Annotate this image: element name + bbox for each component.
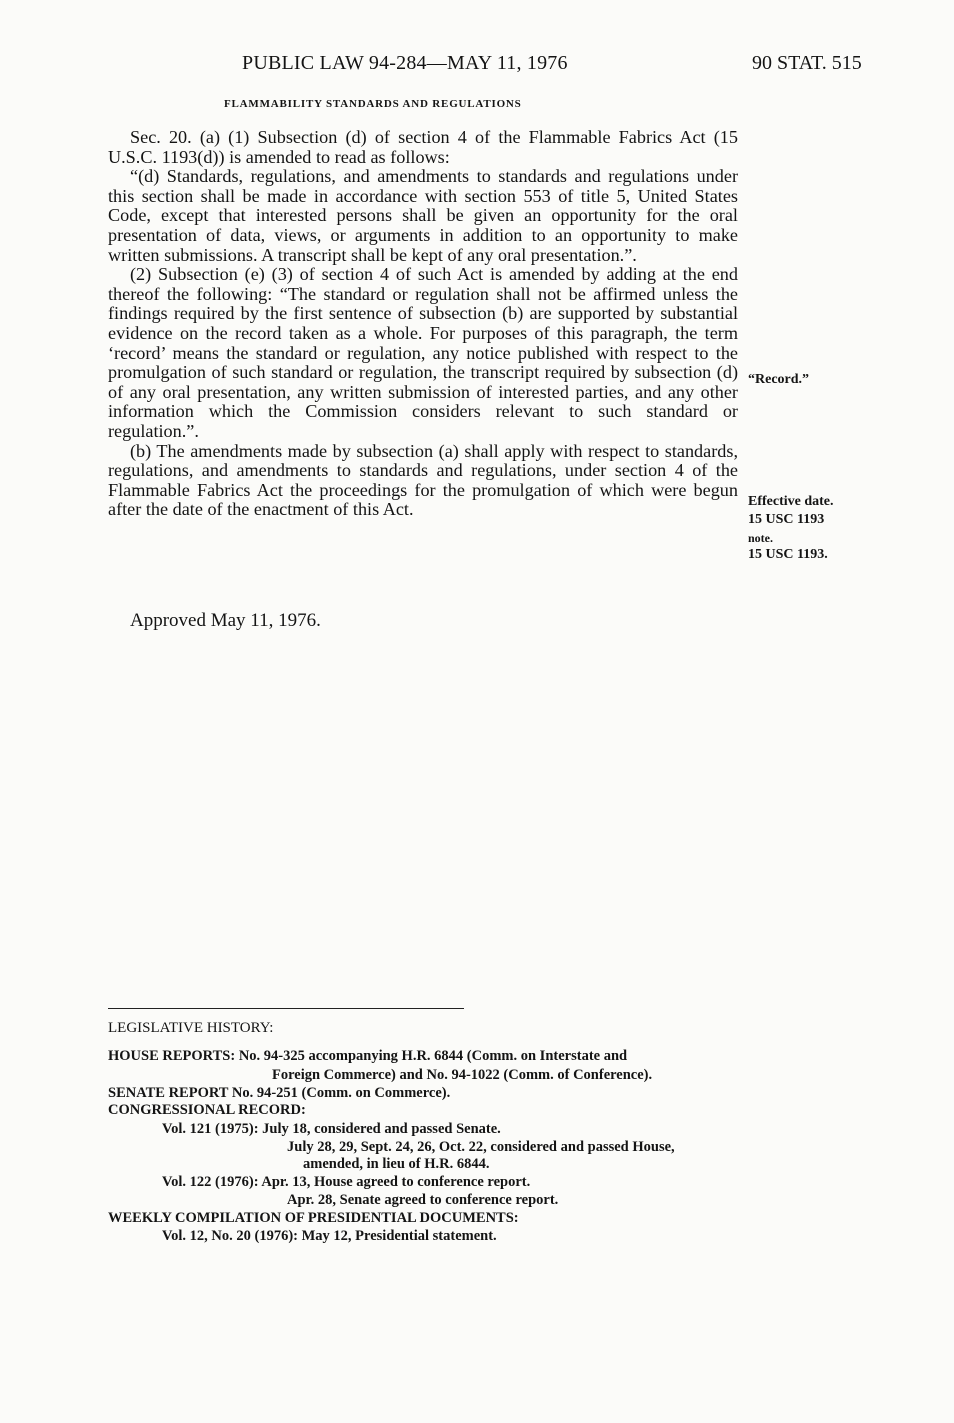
history-line: Foreign Commerce) and No. 94-1022 (Comm. of Conference). [272,1067,653,1083]
statute-body [108,128,738,520]
approval-date: Approved May 11, 1976. [130,610,321,631]
margin-note-usc-note: note. [748,531,773,545]
history-line: Vol. 121 (1975): July 18, considered and passed Senate. [162,1121,501,1137]
history-line: Vol. 12, No. 20 (1976): May 12, Presidential statement. [162,1228,497,1244]
paragraph-subsection-d: “(d) Standards, regulations, and amendments to standards and regulations under this section shall be made in accordance with section 553 of title 5, United States Code, except that interested persons shall be given an opportunity for the oral presentation of data, views, or arguments in addition to an opportunity to make written submissions. A transcript shall be kept of any oral presentation.”. [108,166,738,265]
paragraph-a-2: (2) Subsection (e) (3) of section 4 of such Act is amended by adding at the end thereof the following: “The standard or regulation shall not be affirmed unless the findings required by the first sentence of subsection (b) are supported by substantial evidence on the record taken as a whole. For purposes of this paragraph, the term ‘record’ means the standard or regulation, any notice published with respect to the promulgation of such standard or regulation, the transcript required by subsection (d) of any oral presentation, any written submission of interested parties, and any other information which the Commission considers relevant to such standard or regulation.”. [108,264,738,441]
history-line: WEEKLY COMPILATION OF PRESIDENTIAL DOCUMENTS: [108,1210,519,1226]
footnote-rule [108,1008,464,1009]
legislative-history-heading: LEGISLATIVE HISTORY: [108,1020,274,1036]
history-line: CONGRESSIONAL RECORD: [108,1102,306,1118]
margin-note-effective-date: Effective date. [748,494,834,509]
margin-note-usc-2: 15 USC 1193. [748,547,828,562]
page-header-title: PUBLIC LAW 94-284—MAY 11, 1976 [242,52,568,74]
history-line: Apr. 28, Senate agreed to conference report. [287,1192,559,1208]
history-line: July 28, 29, Sept. 24, 26, Oct. 22, considered and passed House, [287,1139,675,1155]
section-heading: FLAMMABILITY STANDARDS AND REGULATIONS [224,98,522,110]
history-line: amended, in lieu of H.R. 6844. [303,1156,490,1172]
history-line: Vol. 122 (1976): Apr. 13, House agreed to conference report. [162,1174,531,1190]
history-line: SENATE REPORT No. 94-251 (Comm. on Commerce). [108,1085,451,1101]
margin-note-record: “Record.” [748,372,810,387]
paragraph-sec-20-a-1: Sec. 20. (a) (1) Subsection (d) of section 4 of the Flammable Fabrics Act (15 U.S.C. 1193(d)) is amended to read as follows: [108,127,738,167]
page-reference: 90 STAT. 515 [752,52,862,74]
history-line: HOUSE REPORTS: No. 94-325 accompanying H.R. 6844 (Comm. on Interstate and [108,1048,628,1064]
paragraph-b: (b) The amendments made by subsection (a) shall apply with respect to standards, regulations, and amendments to standards and regulations, under section 4 of the Flammable Fabrics Act the proceedings for the promulgation of which were begun after the date of the enactment of this Act. [108,440,738,520]
margin-note-usc-1: 15 USC 1193 [748,512,825,527]
